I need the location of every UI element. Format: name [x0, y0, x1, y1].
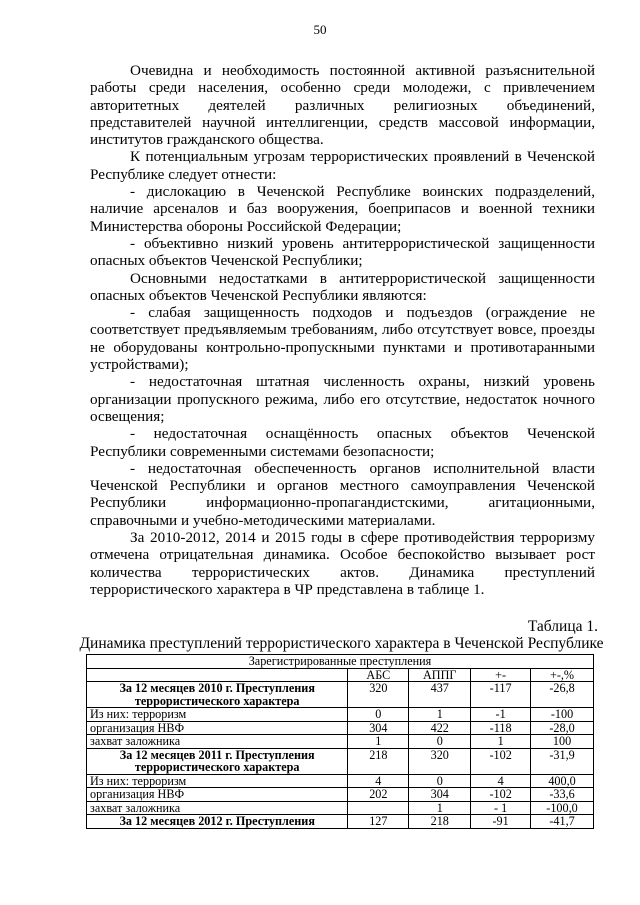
- table-row: [87, 748, 594, 774]
- cell: 320: [348, 682, 409, 708]
- cell: 320: [409, 748, 471, 774]
- cell: -118: [471, 721, 531, 735]
- cell: 0: [409, 774, 471, 788]
- row-label: За 12 месяцев 2010 г. Преступления террористического характера: [87, 682, 348, 708]
- row-label: организация НВФ: [87, 788, 348, 802]
- cell: -102: [471, 788, 531, 802]
- cell: 202: [348, 788, 409, 802]
- cell: 422: [409, 721, 471, 735]
- cell: 1: [409, 708, 471, 722]
- cell: 0: [348, 708, 409, 722]
- page-number: 50: [313, 22, 327, 37]
- table-row: [87, 774, 594, 788]
- paragraph: К потенциальным угрозам террористических проявлений в Чеченской Республике следует отнести:: [90, 148, 595, 183]
- cell: 304: [348, 721, 409, 735]
- cell: -117: [471, 682, 531, 708]
- paragraph: - слабая защищенность подходов и подъездов (ограждение не соответствует предъявляемым требованиям, либо отсутствует вовсе, проезды не оборудованы контрольно-пропускными пунктами и противотаранными устройствами);: [90, 304, 595, 374]
- cell: 1: [409, 801, 471, 815]
- column-header: АППГ: [409, 668, 471, 682]
- paragraph: Основными недостатками в антитеррористической защищенности опасных объектов Чеченской Республики являются:: [90, 269, 595, 304]
- cell: 4: [471, 774, 531, 788]
- row-label: За 12 месяцев 2011 г. Преступления террористического характера: [87, 748, 348, 774]
- cell: -33,6: [531, 788, 594, 802]
- table-group-header-row: [87, 655, 594, 669]
- table-row: [87, 721, 594, 735]
- paragraph: - недостаточная оснащённость опасных объектов Чеченской Республики современными системами безопасности;: [90, 425, 595, 460]
- cell: 100: [531, 735, 594, 749]
- column-header: АБС: [348, 668, 409, 682]
- cell: -28,0: [531, 721, 594, 735]
- header-empty-cell: [87, 668, 348, 682]
- paragraph: - недостаточная обеспеченность органов исполнительной власти Чеченской Республики и органов местного самоуправления Чеченской Республики информационно-пропагандистскими, агитационными, справочными и учебно-методическими материалами.: [90, 459, 595, 529]
- cell: 127: [348, 815, 409, 829]
- paragraph: - дислокацию в Чеченской Республике воинских подразделений, наличие арсеналов и баз вооружения, боеприпасов и военной техники Министерства обороны Российской Федерации;: [90, 183, 595, 235]
- cell: -31,9: [531, 748, 594, 774]
- paragraph: - недостаточная штатная численность охраны, низкий уровень организации пропускного режима, либо его отсутствие, недостаток ночного освещения;: [90, 373, 595, 425]
- row-label: захват заложника: [87, 801, 348, 815]
- cell: -100,0: [531, 801, 594, 815]
- cell: -100: [531, 708, 594, 722]
- paragraph: Очевидна и необходимость постоянной активной разъяснительной работы среди населения, особенно среди молодежи, с привлечением авторитетных деятелей различных религиозных объединений, представителей научной интеллигенции, средств массовой информации, институтов гражданского общества.: [90, 62, 595, 149]
- row-label: Из них: терроризм: [87, 708, 348, 722]
- cell: 1: [348, 735, 409, 749]
- cell: 304: [409, 788, 471, 802]
- table-title: Динамика преступлений террористического характера в Чеченской Республике: [79, 635, 604, 652]
- row-label: захват заложника: [87, 735, 348, 749]
- paragraph: - объективно низкий уровень антитеррористической защищенности опасных объектов Чеченской Республики;: [90, 234, 595, 270]
- row-label: За 12 месяцев 2012 г. Преступления: [87, 815, 348, 829]
- table-caption: Таблица 1.: [527, 618, 598, 635]
- cell: -41,7: [531, 815, 594, 829]
- column-header: +-: [471, 668, 531, 682]
- body-text: [90, 62, 595, 598]
- cell: -91: [471, 815, 531, 829]
- paragraph: За 2010-2012, 2014 и 2015 годы в сфере противодействия терроризму отмечена отрицательная динамика. Особое беспокойство вызывает рост количества террористических актов. Динамика преступлений террористического характера в ЧР представлена в таблице 1.: [90, 529, 595, 598]
- row-label: Из них: терроризм: [87, 774, 348, 788]
- table-row: [87, 788, 594, 802]
- cell: 0: [409, 735, 471, 749]
- cell: 400,0: [531, 774, 594, 788]
- cell: -102: [471, 748, 531, 774]
- column-header: +-,%: [531, 668, 594, 682]
- row-label: организация НВФ: [87, 721, 348, 735]
- crime-statistics-table: [86, 654, 594, 829]
- cell: 4: [348, 774, 409, 788]
- table-row: [87, 682, 594, 708]
- group-header: Зарегистрированные преступления: [87, 655, 594, 669]
- cell: 437: [409, 682, 471, 708]
- table-row: [87, 801, 594, 815]
- table-header-row: [87, 668, 594, 682]
- cell: 218: [409, 815, 471, 829]
- table-row: [87, 708, 594, 722]
- cell: -1: [471, 708, 531, 722]
- cell: [348, 801, 409, 815]
- cell: 218: [348, 748, 409, 774]
- table-row: [87, 735, 594, 749]
- cell: 1: [471, 735, 531, 749]
- cell: -26,8: [531, 682, 594, 708]
- cell: - 1: [471, 801, 531, 815]
- table-row: [87, 815, 594, 829]
